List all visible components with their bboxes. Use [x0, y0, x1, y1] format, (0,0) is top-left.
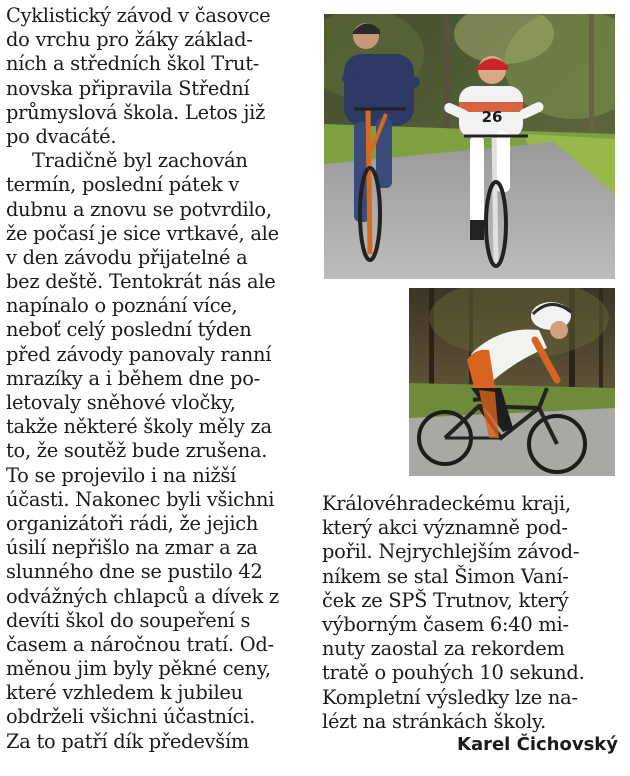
left_column-line: termín, poslední pátek v: [6, 173, 240, 197]
right_column-line: výborným časem 6:40 mi-: [322, 612, 569, 636]
left_column-line: před závody panovaly ranní: [6, 342, 272, 366]
right_column-line: lézt na stránkách školy.: [322, 709, 547, 733]
left_column-line: napínalo o poznání více,: [6, 294, 238, 318]
left_column-line: měnou jim byly pěkné ceny,: [6, 657, 271, 681]
left_column-line: to, že soutěž bude zrušena.: [6, 439, 268, 463]
left_column-line: devíti škol do soupeření s: [6, 608, 251, 632]
left_column-line: po dvacáté.: [6, 124, 117, 148]
left_column-line: organizátoři rádi, že jejich: [6, 511, 259, 535]
left_column-line: slunného dne se pustilo 42: [6, 560, 263, 584]
left_column-line: ních a středních škol Trut-: [6, 52, 260, 76]
left_column-line: účasti. Nakonec byli všichni: [6, 487, 275, 511]
jersey-number: 26: [481, 108, 503, 126]
left_column-line: do vrchu pro žáky základ-: [6, 28, 253, 52]
left_column-line: letovaly sněhové vločky,: [6, 391, 236, 414]
article-column-left: [6, 4, 318, 754]
right_column-line: Královéhradeckému kraji,: [322, 492, 571, 515]
left_column-line: v den závodu přijatelné a: [6, 245, 248, 269]
photo-two-cyclists-image: [324, 14, 615, 279]
photo-racing-cyclist: [409, 288, 615, 476]
left_column-line: To se projevilo i na nižší: [6, 463, 237, 487]
left_column-line: které vzhledem k jubileu: [6, 681, 243, 705]
left_column-line: bez deště. Tentokrát nás ale: [6, 270, 276, 294]
left_column-line: úsilí nepřišlo na zmar a za: [6, 536, 258, 560]
left_column-line: dubnu a znovu se potvrdilo,: [6, 197, 272, 221]
photo-racing-cyclist-image: [409, 288, 615, 476]
right_column-line: tratě o pouhých 10 sekund.: [322, 661, 585, 685]
left_column-line: novska připravila Střední: [6, 76, 250, 100]
left_column-line: že počasí je sice vrtkavé, ale: [6, 221, 279, 245]
left_column-line: časem a náročnou tratí. Od-: [6, 632, 274, 656]
right_column-line: níkem se stal Šimon Vaní-: [322, 564, 569, 588]
right_column-line: který akci významně pod-: [322, 516, 568, 540]
article-column-right: [322, 492, 622, 734]
left_column-line: Tradičně byl zachován: [32, 149, 248, 173]
left_column-line: obdrželi všichni účastníci.: [6, 705, 256, 729]
right_column-line: pořil. Nejrychlejším závod-: [322, 540, 580, 564]
left_column-line: mrazíky a i během dne po-: [6, 366, 260, 390]
photo-two-cyclists: [324, 14, 615, 279]
left_column-line: průmyslová škola. Letos již: [6, 100, 266, 124]
left_column-line: Cyklistický závod v časovce: [6, 4, 271, 27]
left_column-line: takže některé školy měly za: [6, 415, 272, 439]
left_column-line: neboť celý poslední týden: [6, 318, 252, 342]
right_column-line: Kompletní výsledky lze na-: [322, 685, 578, 709]
left_column-line: odvážných chlapců a dívek z: [6, 584, 279, 608]
left_column-line: Za to patří dík především: [6, 729, 250, 753]
right_column-line: ček ze SPŠ Trutnov, který: [322, 588, 569, 612]
right_column-line: nuty zaostal za rekordem: [322, 637, 565, 661]
article-author: Karel Čichovský: [457, 734, 618, 755]
